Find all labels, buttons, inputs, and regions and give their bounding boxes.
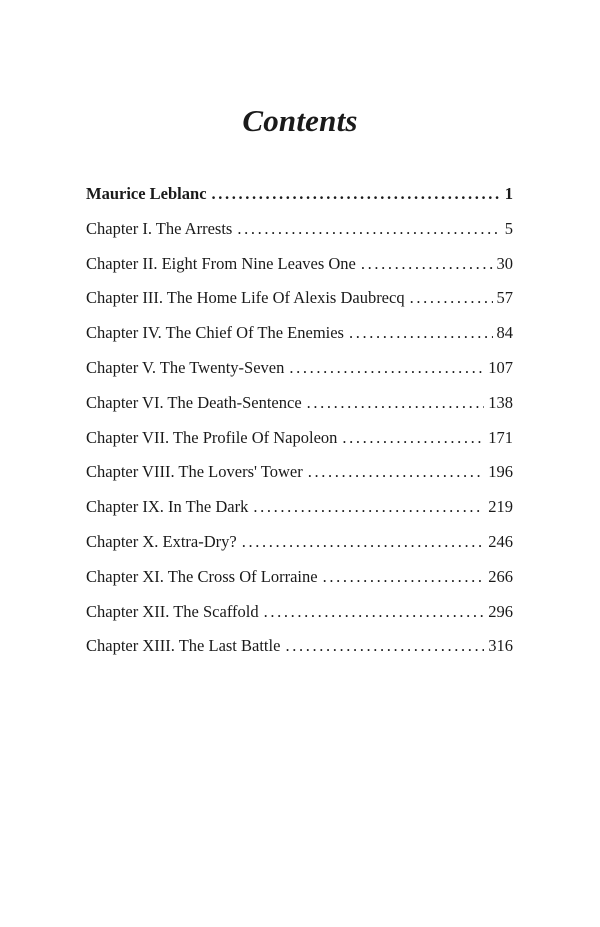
dot-leader — [307, 393, 485, 413]
toc-entry-title: Chapter X. Extra-Dry? — [86, 531, 237, 551]
toc-entry-page: 84 — [496, 323, 513, 343]
toc-entry-page: 107 — [488, 357, 513, 377]
dot-leader — [253, 497, 484, 517]
toc-entry-page: 1 — [504, 184, 513, 203]
toc-entry[interactable] — [86, 393, 513, 428]
toc-entry-title: Chapter III. The Home Life Of Alexis Daubrecq — [86, 288, 405, 308]
dot-leader — [237, 219, 500, 239]
dot-leader — [242, 532, 485, 552]
toc-entry[interactable] — [86, 497, 513, 532]
toc-entry[interactable] — [86, 532, 513, 567]
toc-entry-title: Chapter I. The Arrests — [86, 218, 233, 238]
toc-entry-page: 219 — [488, 497, 513, 517]
toc-entry-title: Chapter VII. The Profile Of Napoleon — [86, 427, 338, 447]
toc-entry-page: 57 — [496, 288, 513, 308]
toc-entry[interactable] — [86, 567, 513, 602]
toc-entry[interactable] — [86, 602, 513, 637]
toc-entry[interactable] — [86, 288, 513, 323]
toc-entry-page: 266 — [488, 566, 513, 586]
toc-entry-page: 171 — [488, 427, 513, 447]
toc-entry-page: 316 — [488, 636, 513, 656]
toc-entry-title: Chapter VI. The Death-Sentence — [86, 392, 302, 412]
toc-entry[interactable] — [86, 636, 513, 671]
dot-leader — [361, 254, 493, 274]
toc-entry-title: Chapter VIII. The Lovers' Tower — [86, 462, 303, 482]
toc-entry[interactable] — [86, 219, 513, 254]
toc-entry-title: Chapter II. Eight From Nine Leaves One — [86, 253, 356, 273]
dot-leader — [308, 462, 485, 482]
page-title: Contents — [242, 103, 358, 138]
dot-leader — [410, 288, 493, 308]
dot-leader — [264, 602, 485, 622]
toc-entry-page: 296 — [488, 601, 513, 621]
toc-entry[interactable] — [86, 428, 513, 463]
dot-leader — [289, 358, 484, 378]
toc-entry[interactable] — [86, 184, 513, 219]
toc-entry-page: 138 — [488, 392, 513, 412]
toc-entry[interactable] — [86, 358, 513, 393]
toc-entry-page: 246 — [488, 531, 513, 551]
toc-entry[interactable] — [86, 462, 513, 497]
dot-leader — [342, 428, 484, 448]
toc-entry[interactable] — [86, 254, 513, 289]
toc-entry-title: Chapter IX. In The Dark — [86, 497, 249, 517]
toc-entry-title: Chapter XI. The Cross Of Lorraine — [86, 566, 318, 586]
toc-entry-page: 196 — [488, 462, 513, 482]
dot-leader — [285, 636, 484, 656]
toc-entry-title: Maurice Leblanc — [86, 184, 207, 203]
dot-leader — [323, 567, 485, 587]
dot-leader — [349, 323, 493, 343]
toc-entry-title: Chapter V. The Twenty-Seven — [86, 357, 285, 377]
toc-entry-title: Chapter XII. The Scaffold — [86, 601, 259, 621]
toc-entry-page: 30 — [496, 253, 513, 273]
table-of-contents — [86, 184, 513, 671]
toc-entry[interactable] — [86, 323, 513, 358]
toc-entry-page: 5 — [504, 218, 513, 238]
toc-entry-title: Chapter IV. The Chief Of The Enemies — [86, 323, 344, 343]
dot-leader — [212, 184, 501, 204]
toc-entry-title: Chapter XIII. The Last Battle — [86, 636, 281, 656]
